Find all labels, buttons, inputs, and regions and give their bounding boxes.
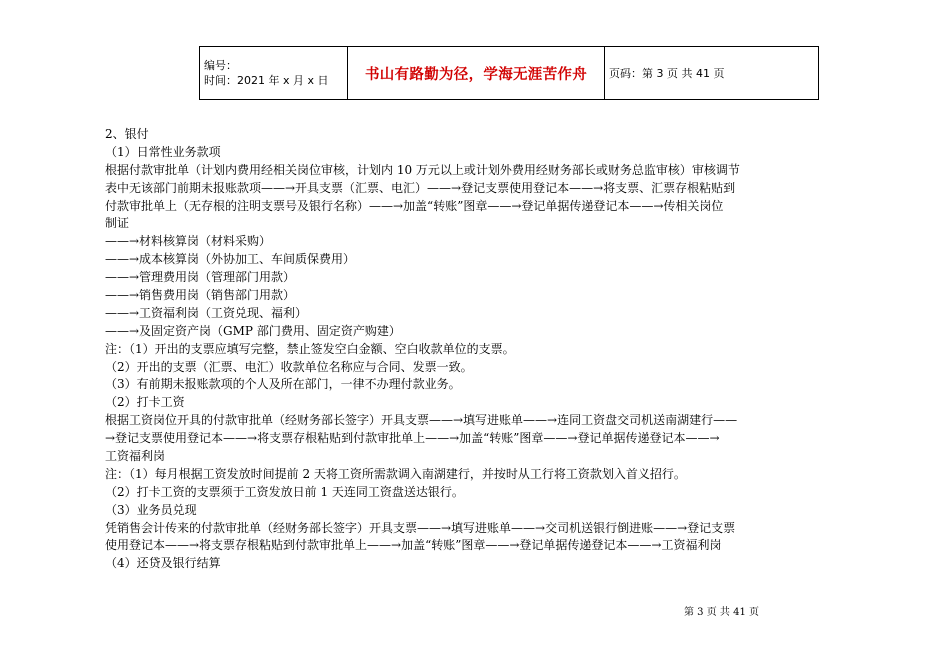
body-line: （1）日常性业务款项	[105, 144, 221, 159]
body-line: （4）还贷及银行结算	[105, 556, 221, 571]
body-line: →登记支票使用登记本——→将支票存根粘贴到付款审批单上——→加盖“转账”图章——→登记单据传递登记本——→	[105, 431, 720, 446]
body-line: （3）有前期未报账款项的个人及所在部门，一律不办理付款业务。	[105, 377, 461, 392]
body-line: ——→及固定资产岗（GMP 部门费用、固定资产购建）	[105, 323, 401, 338]
body-line: 2、银付	[105, 127, 149, 141]
body-line: ——→工资福利岗（工资兑现、福利）	[105, 305, 308, 320]
body-line: 付款审批单上（无存根的注明支票号及银行名称）——→加盖“转账”图章——→登记单据传递登记本——→传相关岗位	[105, 198, 724, 213]
body-line: 凭销售会计传来的付款审批单（经财务部长签字）开具支票——→填写进账单——→交司机送银行倒进账——→登记支票	[105, 520, 736, 535]
motto-text: 书山有路勤为径，学海无涯苦作舟	[365, 66, 587, 83]
body-line: ——→销售费用岗（销售部门用款）	[105, 288, 296, 303]
header-left-cell	[200, 47, 348, 100]
body-line: ——→材料核算岗（材料采购）	[105, 234, 272, 249]
body-line: （3）业务员兑现	[105, 502, 197, 517]
page-code-text: 页码：第 3 页 共 41 页	[609, 67, 725, 80]
document-body	[105, 126, 833, 573]
body-line: 注：（1）每月根据工资发放时间提前 2 天将工资所需款调入南湖建行，并按时从工行将工资款划入首义招行。	[105, 466, 686, 481]
body-line: 表中无该部门前期未报账款项——→开具支票（汇票、电汇）——→登记支票使用登记本——→将支票、汇票存根粘贴到	[105, 180, 736, 195]
body-line: 使用登记本——→将支票存根粘贴到付款审批单上——→加盖“转账”图章——→登记单据传递登记本——→工资福利岗	[105, 538, 722, 553]
motto-cell	[348, 47, 605, 100]
body-line: 制证	[105, 216, 130, 231]
serial-number-label: 编号：	[204, 59, 237, 72]
page-code-cell	[605, 47, 819, 100]
body-line: （2）打卡工资	[105, 395, 185, 410]
body-line: ——→成本核算岗（外协加工、车间质保费用）	[105, 252, 356, 267]
body-line: 工资福利岗	[105, 449, 166, 464]
document-header-table	[199, 46, 819, 100]
date-label: 时间：2021 年 x 月 x 日	[204, 74, 329, 87]
page-footer: 第 3 页 共 41 页	[684, 607, 759, 618]
body-line: （2）打卡工资的支票须于工资发放日前 1 天连同工资盘送达银行。	[105, 484, 464, 499]
body-line: 注：（1）开出的支票应填写完整，禁止签发空白金额、空白收款单位的支票。	[105, 341, 515, 356]
body-line: 根据工资岗位开具的付款审批单（经财务部长签字）开具支票——→填写进账单——→连同工资盘交司机送南湖建行——	[105, 413, 738, 428]
body-line: ——→管理费用岗（管理部门用款）	[105, 270, 296, 285]
body-line: （2）开出的支票（汇票、电汇）收款单位名称应与合同、发票一致。	[105, 359, 473, 374]
body-line: 根据付款审批单（计划内费用经相关岗位审核，计划内 10 万元以上或计划外费用经财务部长或财务总监审核）审核调节	[105, 162, 740, 177]
